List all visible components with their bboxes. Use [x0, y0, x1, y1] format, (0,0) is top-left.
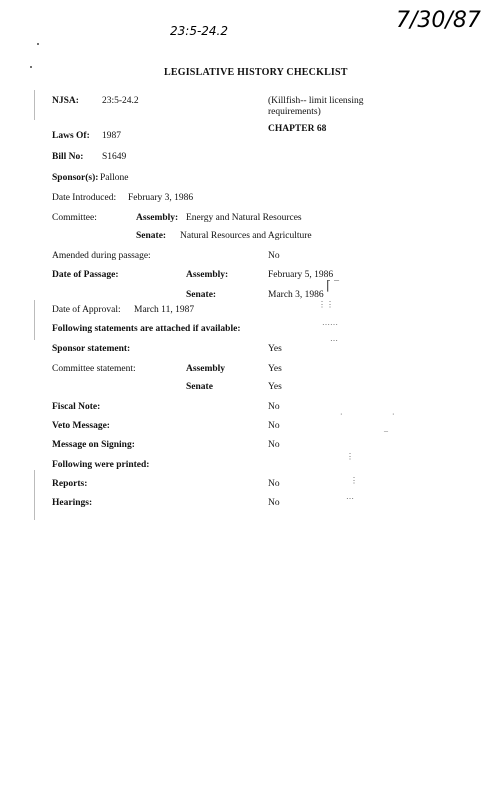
scan-mark: ‧: [340, 410, 343, 419]
fiscal-note-value: No: [268, 402, 280, 412]
scan-mark: ⋮: [346, 452, 354, 461]
date-of-approval-value: March 11, 1987: [134, 305, 195, 315]
sponsors-value: Pallone: [100, 173, 129, 183]
hearings-value: No: [268, 498, 280, 508]
passage-senate-label: Senate:: [186, 290, 217, 300]
message-on-signing-label: Message on Signing:: [52, 440, 135, 450]
committee-senate-value: Natural Resources and Agriculture: [180, 231, 312, 241]
margin-line: [34, 90, 35, 120]
handwritten-code: 23:5-24.2: [170, 24, 228, 38]
subject-text: (Killfish-- limit licensing requirements): [268, 96, 364, 117]
committee-statement-senate-value: Yes: [268, 382, 282, 392]
handwritten-date: 7/30/87: [396, 8, 481, 33]
date-introduced-label: Date Introduced:: [52, 193, 117, 203]
committee-senate-label: Senate:: [136, 231, 167, 241]
njsa-value: 23:5-24.2: [102, 96, 139, 106]
njsa-label: NJSA:: [52, 96, 79, 106]
bill-no-value: S1649: [102, 152, 127, 162]
committee-statement-senate-label: Senate: [186, 382, 213, 392]
passage-senate-value: March 3, 1986: [268, 290, 324, 300]
passage-assembly-value: February 5, 1986: [268, 270, 334, 280]
stamp-mark: ⋯: [330, 336, 338, 345]
stamp-mark: ……: [322, 318, 338, 327]
laws-of-value: 1987: [102, 131, 121, 141]
sponsor-statement-value: Yes: [268, 344, 282, 354]
sponsors-label: Sponsor(s):: [52, 173, 99, 183]
reports-value: No: [268, 479, 280, 489]
veto-message-label: Veto Message:: [52, 421, 110, 431]
passage-assembly-label: Assembly:: [186, 270, 229, 280]
committee-assembly-label: Assembly:: [136, 213, 179, 223]
following-attached-heading: Following statements are attached if available:: [52, 324, 241, 334]
margin-line: [34, 470, 35, 520]
hearings-label: Hearings:: [52, 498, 93, 508]
bill-no-label: Bill No:: [52, 152, 84, 162]
committee-statement-assembly-value: Yes: [268, 364, 282, 374]
committee-label: Committee:: [52, 213, 97, 223]
date-of-approval-label: Date of Approval:: [52, 305, 121, 315]
following-printed-heading: Following were printed:: [52, 460, 150, 470]
stamp-mark: ‭⌈ ‾: [326, 278, 339, 293]
veto-message-value: No: [268, 421, 280, 431]
stamp-mark: ⋮⋮: [318, 300, 334, 309]
committee-assembly-value: Energy and Natural Resources: [186, 213, 302, 223]
sponsor-statement-label: Sponsor statement:: [52, 344, 131, 354]
committee-statement-label: Committee statement:: [52, 364, 136, 374]
amended-value: No: [268, 251, 280, 261]
date-introduced-value: February 3, 1986: [128, 193, 194, 203]
fiscal-note-label: Fiscal Note:: [52, 402, 101, 412]
scan-mark: ⋯: [346, 494, 354, 503]
scan-mark: ⋮: [350, 476, 358, 485]
margin-line: [34, 300, 35, 340]
date-of-passage-label: Date of Passage:: [52, 270, 119, 280]
scan-mark: ‧: [392, 410, 395, 419]
amended-label: Amended during passage:: [52, 251, 151, 261]
committee-statement-assembly-label: Assembly: [186, 364, 226, 374]
scan-mark: –: [384, 426, 388, 435]
reports-label: Reports:: [52, 479, 88, 489]
chapter: CHAPTER 68: [268, 124, 327, 134]
laws-of-label: Laws Of:: [52, 131, 90, 141]
message-on-signing-value: No: [268, 440, 280, 450]
scan-speck: [30, 66, 32, 68]
page-title: LEGISLATIVE HISTORY CHECKLIST: [164, 67, 348, 78]
scan-speck: [37, 43, 39, 45]
